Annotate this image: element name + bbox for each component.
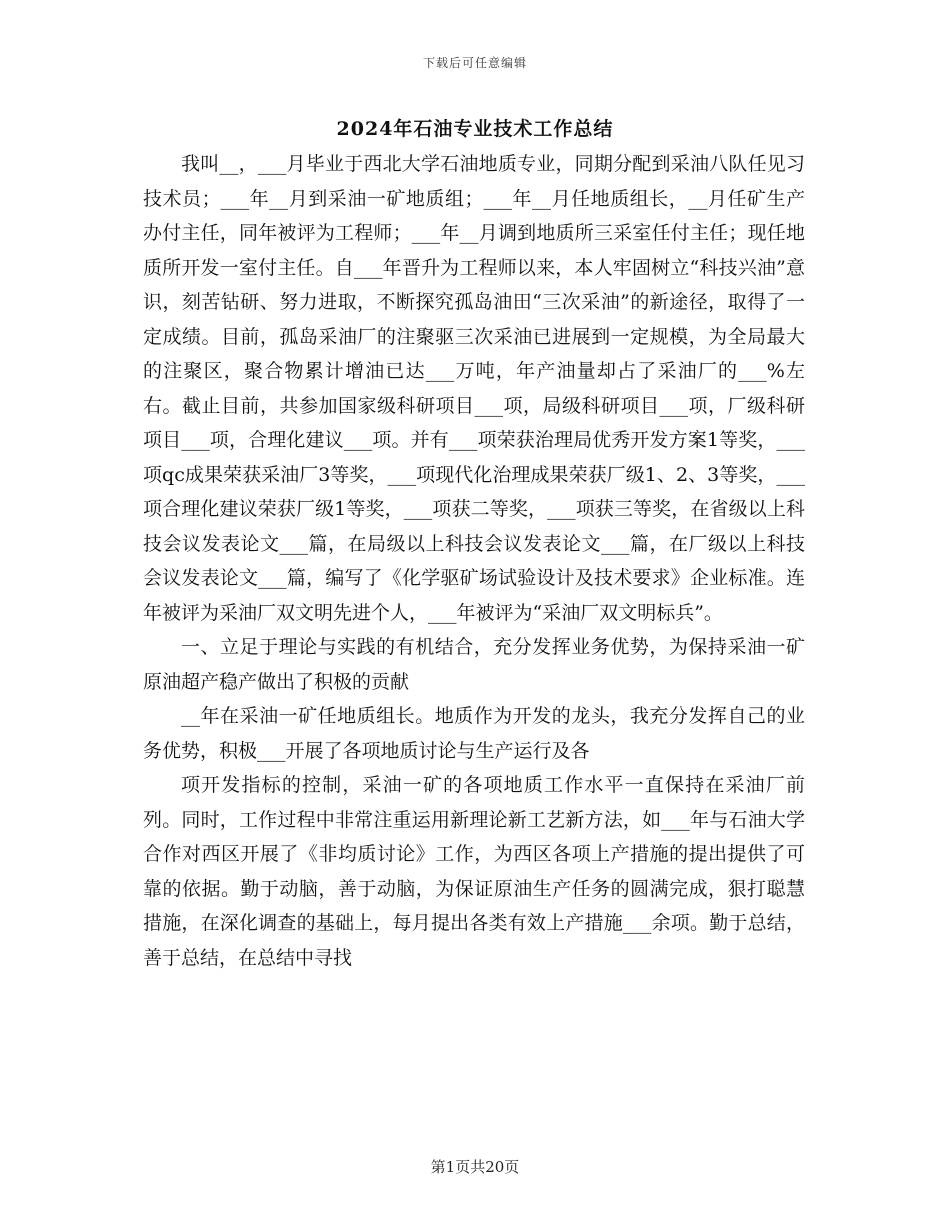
page-number-footer: 第1页共20页 bbox=[430, 1158, 520, 1176]
document-body bbox=[143, 147, 805, 975]
paragraph-continued: 项开发指标的控制，采油一矿的各项地质工作水平一直保持在采油厂前列。同时，工作过程中非常注重运用新理论新工艺新方法，如___年与石油大学合作对西区开展了《非均质讨论》工作，为西区各项上产措施的提出提供了可靠的依据。勤于动脑，善于动脑，为保证原油生产任务的圆满完成，狠打聪慧措施，在深化调查的基础上，每月提出各类有效上产措施___余项。勤于总结，善于总结，在总结中寻找 bbox=[143, 774, 805, 969]
header-note: 下载后可任意编辑 bbox=[422, 56, 527, 70]
paragraph-section-1: __年在采油一矿任地质组长。地质作为开发的龙头，我充分发挥自己的业务优势，积极___开展了各项地质讨论与生产运行及各 bbox=[143, 705, 805, 762]
document-title: 2024年石油专业技术工作总结 bbox=[336, 118, 614, 140]
section-heading-1: 一、立足于理论与实践的有机结合，充分发挥业务优势，为保持采油一矿原油超产稳产做出了积极的贡献 bbox=[143, 636, 805, 693]
paragraph-intro: 我叫__，___月毕业于西北大学石油地质专业，同期分配到采油八队任见习技术员；___年__月到采油一矿地质组；___年__月任地质组长，__月任矿生产办付主任，同年被评为工程师；___年__月调到地质所三采室任付主任；现任地质所开发一室付主任。自___年晋升为工程师以来，本人牢固树立“科技兴油”意识，刻苦钻研、努力进取，不断探究孤岛油田“三次采油”的新途径，取得了一定成绩。目前，孤岛采油厂的注聚驱三次采油已进展到一定规模，为全局最大的注聚区，聚合物累计增油已达___万吨，年产油量却占了采油厂的___%左右。截止目前，共参加国家级科研项目___项，局级科研项目___项，厂级科研项目___项，合理化建议___项。并有___项荣获治理局优秀开发方案1等奖，___项qc成果荣获采油厂3等奖，___项现代化治理成果荣获厂级1、2、3等奖，___项合理化建议荣获厂级1等奖，___项获二等奖，___项获三等奖，在省级以上科技会议发表论文___篇，在局级以上科技会议发表论文___篇，在厂级以上科技会议发表论文___篇，编写了《化学驱矿场试验设计及技术要求》企业标准。连年被评为采油厂双文明先进个人，___年被评为“采油厂双文明标兵”。 bbox=[143, 153, 805, 624]
